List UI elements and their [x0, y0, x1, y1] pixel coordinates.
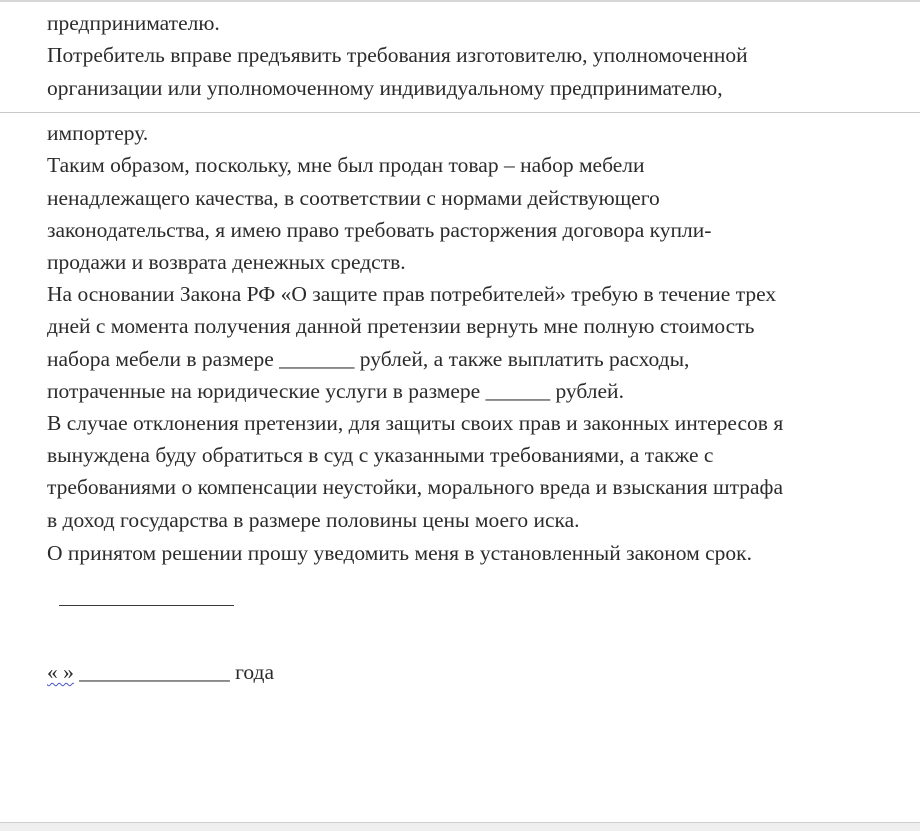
date-rest: ______________ года: [73, 660, 275, 684]
text-line: Потребитель вправе предъявить требования изготовителю, уполномоченной: [47, 43, 748, 67]
text-line: дней с момента получения данной претензии вернуть мне полную стоимость: [47, 314, 755, 338]
date-quotes: « »: [47, 660, 74, 684]
text-line: требованиями о компенсации неустойки, морального вреда и взыскания штрафа: [47, 475, 784, 499]
text-line: Таким образом, поскольку, мне был продан товар – набор мебели: [47, 153, 645, 177]
text-line: набора мебели в размере _______ рублей, а также выплатить расходы,: [47, 347, 690, 371]
text-line: ненадлежащего качества, в соответствии с нормами действующего: [47, 186, 660, 210]
text-line: продажи и возврата денежных средств.: [47, 250, 406, 274]
text-line: В случае отклонения претензии, для защиты своих прав и законных интересов я: [47, 411, 784, 435]
text-line: О принятом решении прошу уведомить меня в установленный законом срок.: [47, 541, 752, 565]
text-line: вынуждена буду обратиться в суд с указанными требованиями, а также с: [47, 443, 714, 467]
text-line: законодательства, я имею право требовать расторжения договора купли-: [47, 218, 712, 242]
text-line: организации или уполномоченному индивидуальному предпринимателю,: [47, 76, 723, 100]
text-line: импортеру.: [47, 121, 149, 145]
page-break: [0, 112, 920, 113]
text-line: в доход государства в размере половины цены моего иска.: [47, 508, 580, 532]
page-top-edge: [0, 0, 920, 2]
text-line: На основании Закона РФ «О защите прав потребителей» требую в течение трех: [47, 282, 777, 306]
text-line: предпринимателю.: [47, 11, 220, 35]
date-line: [47, 658, 274, 686]
signature-line: [59, 605, 234, 606]
text-line: потраченные на юридические услуги в размере ______ рублей.: [47, 379, 624, 403]
